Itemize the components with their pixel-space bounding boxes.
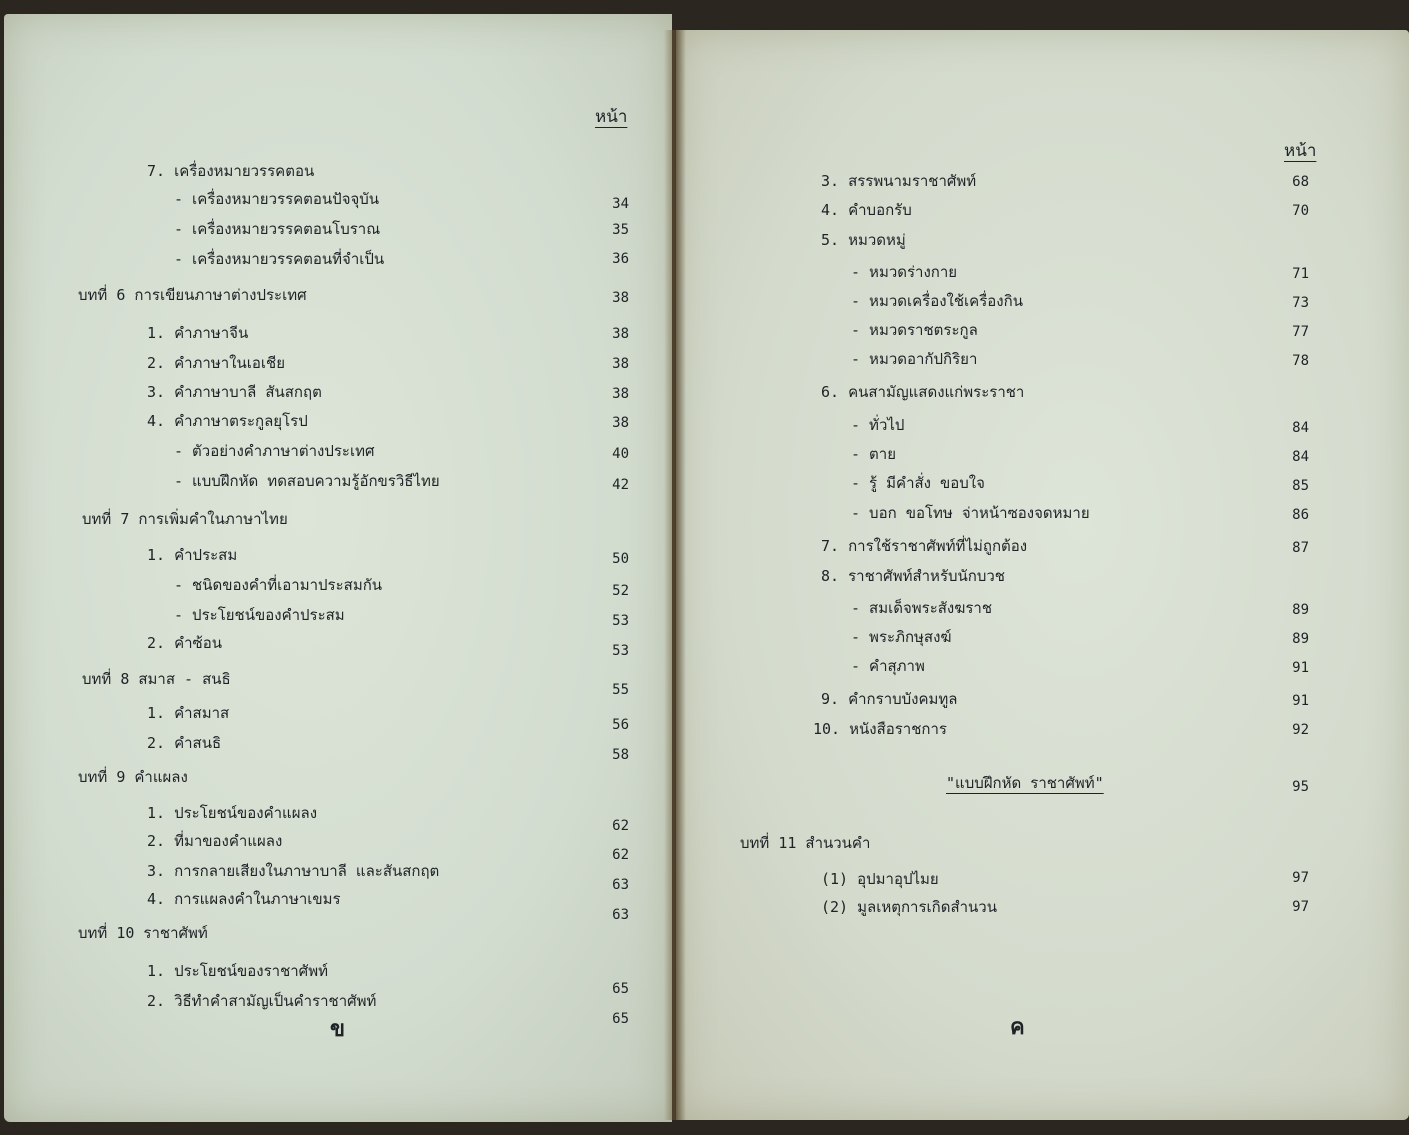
toc-page-number: 86 — [1292, 507, 1309, 523]
toc-entry-title: - หมวดราชตระกูล — [851, 321, 978, 339]
toc-page-number: 97 — [1292, 899, 1309, 915]
toc-page-number: 42 — [612, 477, 629, 493]
toc-chapter-title: บทที่ 6 การเขียนภาษาต่างประเทศ — [78, 286, 307, 304]
toc-entry-title: - ประโยชน์ของคำประสม — [174, 606, 345, 624]
toc-entry-title: - สมเด็จพระสังฆราช — [851, 599, 993, 617]
toc-page-number: 70 — [1292, 203, 1309, 219]
toc-entry-title: - แบบฝึกหัด ทดสอบความรู้อักขรวิธีไทย — [174, 472, 440, 490]
toc-page-number: 38 — [612, 386, 629, 402]
toc-page-number: 91 — [1292, 660, 1309, 676]
toc-entry-title: - เครื่องหมายวรรคตอนที่จำเป็น — [174, 250, 385, 268]
toc-entry-title: 3. คำภาษาบาลี สันสกฤต — [147, 383, 322, 401]
toc-page-number: 58 — [612, 747, 629, 763]
toc-page-number: 89 — [1292, 602, 1309, 618]
toc-page-number: 50 — [612, 551, 629, 567]
toc-entry-title: 4. คำภาษาตระกูลยุโรป — [147, 412, 308, 430]
toc-entry-title: 3. การกลายเสียงในภาษาบาลี และสันสกฤต — [147, 862, 440, 880]
toc-page-number: 34 — [612, 196, 629, 212]
toc-entry-title: 1. ประโยชน์ของคำแผลง — [147, 804, 318, 822]
toc-entry-title: 1. คำประสม — [147, 546, 238, 564]
toc-entry-title: 1. คำภาษาจีน — [147, 324, 249, 342]
toc-entry-title: - คำสุภาพ — [851, 657, 925, 675]
toc-entry-title: 7. การใช้ราชาศัพท์ที่ไม่ถูกต้อง — [821, 537, 1028, 555]
toc-entry-title: 6. คนสามัญแสดงแก่พระราชา — [821, 383, 1025, 401]
toc-page-number: 38 — [612, 290, 629, 306]
toc-entry-title: 2. คำสนธิ — [147, 734, 222, 752]
toc-page-number: 91 — [1292, 693, 1309, 709]
toc-entry-title: - ทั่วไป — [851, 416, 905, 434]
toc-chapter-title: บทที่ 10 ราชาศัพท์ — [78, 924, 208, 942]
toc-entry-title: - บอก ขอโทษ จ่าหน้าซองจดหมาย — [851, 504, 1090, 522]
toc-page-number: 55 — [612, 682, 629, 698]
toc-page-number: 95 — [1292, 779, 1309, 795]
toc-page-number: 97 — [1292, 870, 1309, 886]
toc-page-number: 73 — [1292, 295, 1309, 311]
toc-entry-title: 2. คำภาษาในเอเชีย — [147, 354, 285, 372]
toc-page-number: 89 — [1292, 631, 1309, 647]
toc-page-number: 68 — [1292, 174, 1309, 190]
toc-entry-title: (2) มูลเหตุการเกิดสำนวน — [821, 898, 997, 916]
toc-page-number: 84 — [1292, 449, 1309, 465]
toc-entry-title: 4. คำบอกรับ — [821, 201, 912, 219]
page-folio: ค — [1010, 1014, 1025, 1040]
toc-entry-title: - ตาย — [851, 445, 897, 463]
page-folio: ข — [330, 1016, 346, 1042]
toc-entry-title: - หมวดอากัปกิริยา — [851, 350, 978, 368]
toc-page-number: 56 — [612, 717, 629, 733]
toc-entry-title: - ชนิดของคำที่เอามาประสมกัน — [174, 576, 383, 594]
toc-chapter-title: บทที่ 11 สำนวนคำ — [740, 834, 871, 852]
toc-chapter-title: บทที่ 7 การเพิ่มคำในภาษาไทย — [82, 510, 288, 528]
toc-page-number: 65 — [612, 1011, 629, 1027]
toc-page-number: 38 — [612, 356, 629, 372]
toc-page-number: 85 — [1292, 478, 1309, 494]
toc-entry-title: 10. หนังสือราชการ — [813, 720, 947, 738]
toc-entry-title: 1. คำสมาส — [147, 704, 230, 722]
toc-entry-title: 5. หมวดหมู่ — [821, 231, 906, 249]
toc-entry-title: 4. การแผลงคำในภาษาเขมร — [147, 890, 341, 908]
toc-entry-title: 8. ราชาศัพท์สำหรับนักบวช — [821, 567, 1005, 585]
right-page — [676, 30, 1409, 1120]
toc-entry-title: 2. วิธีทำคำสามัญเป็นคำราชาศัพท์ — [147, 992, 377, 1010]
toc-page-number: 38 — [612, 415, 629, 431]
toc-entry-title: 1. ประโยชน์ของราชาศัพท์ — [147, 962, 328, 980]
toc-entry-title: - หมวดเครื่องใช้เครื่องกิน — [851, 292, 1023, 310]
toc-page-number: 53 — [612, 613, 629, 629]
page-column-header: หน้า — [1284, 141, 1317, 161]
toc-page-number: 92 — [1292, 722, 1309, 738]
toc-page-number: 62 — [612, 818, 629, 834]
toc-entry-title: - พระภิกษุสงฆ์ — [851, 628, 952, 646]
page-column-header: หน้า — [595, 107, 628, 127]
toc-page-number: 78 — [1292, 353, 1309, 369]
left-page — [4, 14, 672, 1122]
toc-page-number: 63 — [612, 877, 629, 893]
toc-page-number: 53 — [612, 643, 629, 659]
toc-entry-title: - รู้ มีคำสั่ง ขอบใจ — [851, 474, 985, 492]
toc-page-number: 38 — [612, 326, 629, 342]
toc-entry-title: "แบบฝึกหัด ราชาศัพท์" — [946, 774, 1104, 792]
toc-page-number: 62 — [612, 847, 629, 863]
toc-entry-title: 9. คำกราบบังคมทูล — [821, 690, 958, 708]
toc-page-number: 77 — [1292, 324, 1309, 340]
toc-entry-title: 3. สรรพนามราชาศัพท์ — [821, 172, 977, 190]
toc-page-number: 84 — [1292, 420, 1309, 436]
toc-page-number: 65 — [612, 981, 629, 997]
toc-entry-title: (1) อุปมาอุปไมย — [821, 870, 939, 888]
toc-entry-title: 2. ที่มาของคำแผลง — [147, 832, 283, 850]
toc-entry-title: 2. คำซ้อน — [147, 634, 222, 652]
toc-page-number: 87 — [1292, 540, 1309, 556]
toc-entry-title: - หมวดร่างกาย — [851, 263, 958, 281]
toc-entry-title: - เครื่องหมายวรรคตอนโบราณ — [174, 220, 381, 238]
toc-entry-title: 7. เครื่องหมายวรรคตอน — [147, 162, 315, 180]
toc-chapter-title: บทที่ 9 คำแผลง — [78, 768, 188, 786]
toc-page-number: 35 — [612, 222, 629, 238]
toc-entry-title: - เครื่องหมายวรรคตอนปัจจุบัน — [174, 190, 380, 208]
toc-page-number: 36 — [612, 251, 629, 267]
toc-page-number: 63 — [612, 907, 629, 923]
toc-chapter-title: บทที่ 8 สมาส - สนธิ — [82, 670, 231, 688]
toc-entry-title: - ตัวอย่างคำภาษาต่างประเทศ — [174, 442, 375, 460]
toc-page-number: 40 — [612, 446, 629, 462]
toc-page-number: 52 — [612, 583, 629, 599]
toc-page-number: 71 — [1292, 266, 1309, 282]
